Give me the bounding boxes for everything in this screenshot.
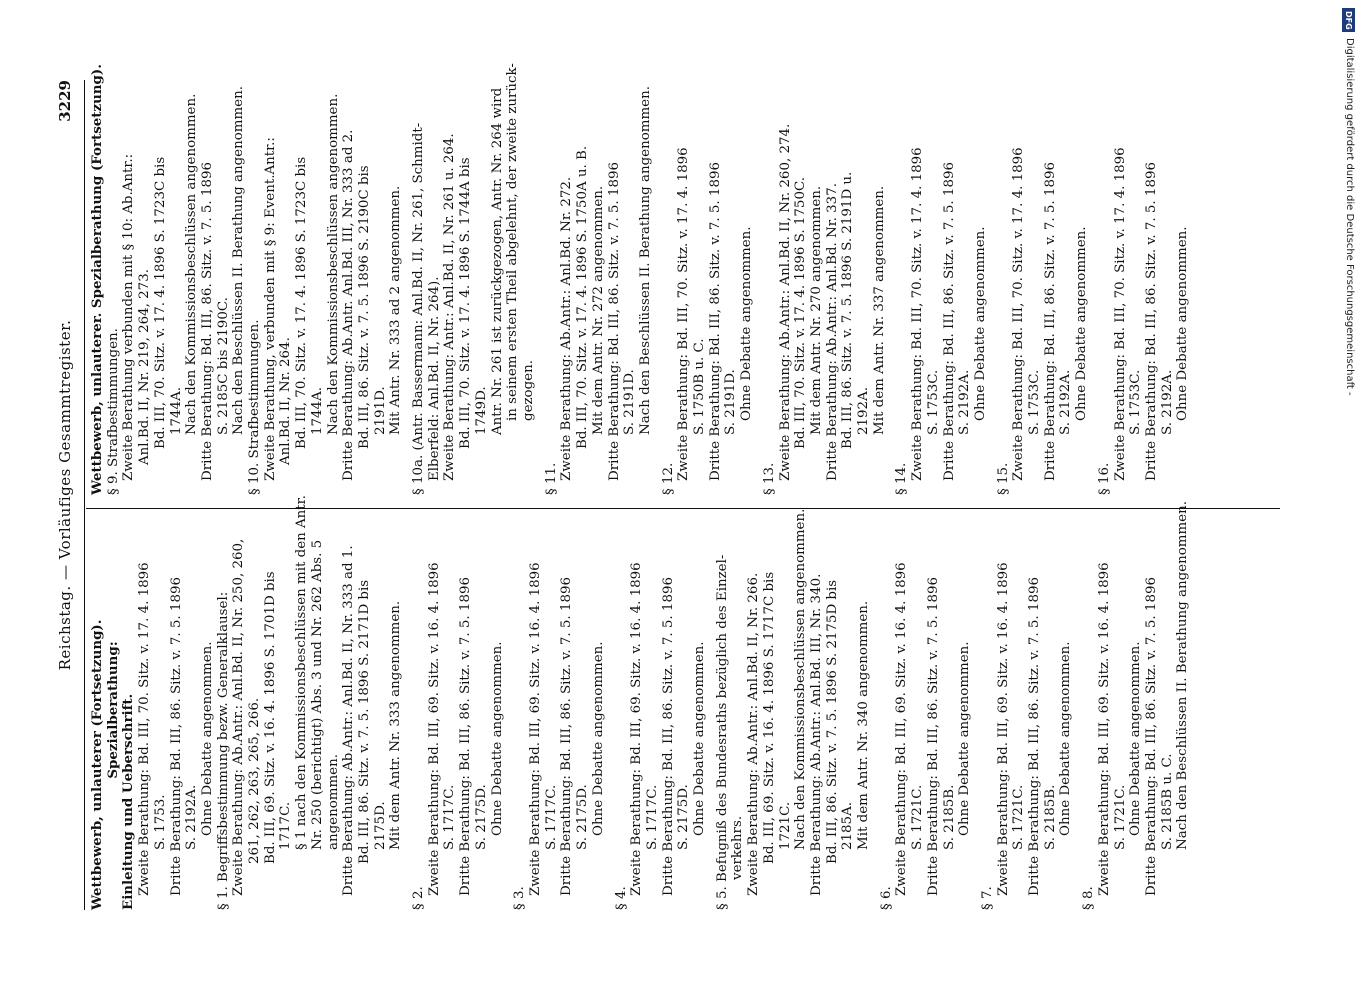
text-line: Bd. III, 70. Sitz. v. 17. 4. 1896 S. 1723C bis (152, 156, 168, 449)
entry-gap (887, 95, 894, 495)
text-line: Mit dem Antr. Nr. 270 angenommen. (808, 185, 824, 435)
text-line: Zweite Berathung, verbunden mit § 9: Event.Antr.: (262, 137, 278, 481)
text-line: verkehrs. (730, 815, 746, 880)
text-line: § 15. (995, 462, 1011, 495)
text-line: Zweite Berathung: Bd. III, 70. Sitz. v. 17. 4. 1896 (1112, 147, 1128, 481)
text-line: Nach den Kommissionsbeschlüssen angenommen. (793, 508, 809, 850)
text-line: Ohne Debatte angenommen. (1128, 641, 1144, 836)
text-line: Dritte Berathung: Ab.Antr.: Anl.Bd. II, Nr. 333 ad 1. (341, 545, 357, 896)
text-line: Bd. III, 70. Sitz. v. 17. 4. 1896 S. 1723C bis (294, 156, 310, 449)
text-line: Dritte Berathung: Ab.Antr.: Anl.Bd. III, Nr. 340. (808, 573, 824, 896)
text-line: in seinem ersten Theil abgelehnt, der zweite zurück- (505, 63, 521, 421)
text-line: Elberfeld: Anl.Bd. II, Nr. 264). (426, 276, 442, 481)
text-line: Einleitung und Ueberschrift. (120, 693, 137, 910)
text-line: Dritte Berathung: Bd. III, 86. Sitz. v. 7. 5. 1896 (606, 161, 622, 481)
entry-gap (755, 95, 762, 495)
text-line: § 12. (660, 462, 676, 495)
text-line: Dritte Berathung: Bd. III, 86. Sitz. v. 7. 5. 1896 (941, 161, 957, 481)
text-line: S. 2191D. (723, 369, 739, 435)
text-line: § 13. (761, 462, 777, 495)
text-line: Dritte Berathung: Bd. III, 86. Sitz. v. 7. 5. 1896 (199, 161, 215, 481)
text-line: Zweite Berathung: Antr.: Anl.Bd. II, Nr. 261 u. 264. (442, 133, 458, 481)
text-line: 261, 262, 263, 265, 266. (247, 697, 263, 864)
text-line: 2191D. (372, 386, 388, 435)
text-line: Ohne Debatte angenommen. (489, 641, 505, 836)
text-line: Bd. III, 69. Sitz. v. 16. 4. 1896 S. 1717C bis (761, 571, 777, 864)
text-line: Mit dem Antr. Nr. 337 angenommen. (871, 185, 887, 435)
text-line: Nach den Beschlüssen II. Berathung angenommen. (231, 86, 247, 435)
text-line: Dritte Berathung: Bd. III, 86. Sitz. v. 7. 5. 1896 (1144, 161, 1159, 481)
text-line: S. 2175D. (473, 784, 489, 850)
text-line: Nach den Kommissionsbeschlüssen angenommen. (184, 93, 200, 435)
text-line: § 2. (411, 886, 427, 910)
text-line: Anl.Bd. II, Nr. 264. (278, 337, 294, 465)
text-line: Zweite Berathung: Ab.Antr.: Anl.Bd. Nr. 272. (559, 176, 575, 481)
text-line: § 1. Begriffsbestimmung bezw. Generalklausel: (215, 591, 231, 910)
text-line: Bd. III, 70. Sitz. v. 17. 4. 1896 S. 1750A u. B. (575, 145, 591, 449)
text-line: 2175D. (372, 801, 388, 850)
text-line: Bd. III, 70. Sitz. v. 17. 4. 1896 S. 1750C. (793, 177, 809, 449)
page-number: 3229 (56, 80, 74, 122)
text-line: S. 1721C. (1011, 784, 1027, 850)
text-line: 1721C. (777, 801, 793, 850)
text-line: Ohne Debatte angenommen. (972, 226, 988, 421)
text-line: S. 1717C. (543, 784, 559, 850)
text-line: Zweite Berathung: Bd. III, 70. Sitz. v. 17. 4. 1896 (676, 147, 692, 481)
entry-gap (505, 510, 512, 910)
text-line: § 7. (979, 886, 995, 910)
text-line: Bd. III, 86. Sitz. v. 7. 5. 1896 S. 2190C bis (356, 165, 372, 449)
text-line: 2185A. (840, 801, 856, 850)
text-line: Zweite Berathung: Bd. III, 70. Sitz. v. 17. 4. 1896 (137, 562, 153, 896)
text-line: S. 1721C. (1112, 784, 1128, 850)
text-line: S. 2191D. (622, 369, 638, 435)
text-line: Dritte Berathung: Ab.Antr. Anl.Bd. III, Nr. 333 ad 2. (341, 129, 357, 481)
text-line: S. 1717C. (644, 784, 660, 850)
text-line: Ohne Debatte angenommen. (692, 641, 708, 836)
text-line: Zweite Berathung: Bd. III, 70. Sitz. v. 17. 4. 1896 (910, 147, 926, 481)
text-line: S. 2175D. (676, 784, 692, 850)
right-column (89, 63, 1280, 495)
text-line: Nr. 250 (berichtigt) Abs. 3 und Nr. 262 Abs. 5 (309, 539, 325, 850)
text-line: § 14. (894, 462, 910, 495)
text-line: Zweite Berathung: Bd. III, 69. Sitz. v. 16. 4. 1896 (1096, 562, 1112, 896)
text-line: Zweite Berathung: Ab.Antr.: Anl.Bd. II, Nr. 260, 274. (777, 123, 793, 481)
text-line: Dritte Berathung: Bd. III, 86. Sitz. v. 7. 5. 1896 (707, 161, 723, 481)
text-line: Zweite Berathung: Bd. III, 70. Sitz. v. 17. 4. 1896 (1011, 147, 1027, 481)
text-line: Zweite Berathung verbunden mit § 10: Ab.Antr.: (121, 153, 137, 481)
text-line: Wettbewerb, unlauterer. Spezialberathung (Fortsetzung). (89, 64, 105, 495)
entry-gap (872, 510, 879, 910)
text-line: S. 2185B u. C. (1159, 753, 1175, 850)
text-line: Zweite Berathung: Bd. III, 69. Sitz. v. 16. 4. 1896 (894, 562, 910, 896)
text-line: § 9. Strafbestimmungen. (105, 328, 121, 495)
digitization-sidebar (1342, 8, 1356, 998)
text-line: § 10. Strafbestimmungen. (247, 319, 263, 495)
text-line: 1749D. (473, 386, 489, 435)
digitization-credit: Digitalisierung gefördert durch die Deutsche Forschungsgemeinschaft - (1344, 38, 1355, 396)
text-line: § 3. (512, 886, 528, 910)
text-line: § 1 nach den Kommissionsbeschlüssen mit den Antr. (294, 495, 310, 850)
text-line: Bd. III, 86. Sitz. v. 7. 5. 1896 S. 2191D u. (840, 171, 856, 449)
text-line: Ohne Debatte angenommen. (1074, 226, 1090, 421)
text-line: 2192A. (856, 386, 872, 435)
text-line: S. 1753C. (925, 369, 941, 435)
text-line: Dritte Berathung: Bd. III, 86. Sitz. v. 7. 5. 1896 (1042, 161, 1058, 481)
entry-gap (1090, 95, 1097, 495)
text-line: Ohne Debatte angenommen. (590, 641, 606, 836)
text-line: § 6. (878, 886, 894, 910)
entry-gap (654, 95, 661, 495)
header-rule (84, 80, 85, 910)
text-line: Zweite Berathung: Ab.Antr.: Anl.Bd. II, Nr. 266. (746, 572, 762, 896)
column-divider (86, 508, 1280, 509)
text-line: Ohne Debatte angenommen. (739, 226, 755, 421)
entry-gap (537, 95, 544, 495)
text-line: Ohne Debatte angenommen. (1175, 226, 1191, 421)
text-line: Zweite Berathung: Ab.Antr.: Anl.Bd. II, Nr. 250, 260, (231, 538, 247, 896)
text-line: Nach den Kommissionsbeschlüssen angenommen. (325, 93, 341, 435)
text-line: § 4. (613, 886, 629, 910)
dfg-logo: DFG (1342, 8, 1355, 32)
text-line: Zweite Berathung: Bd. III, 69. Sitz. v. 16. 4. 1896 (629, 562, 645, 896)
text-line: Dritte Berathung: Bd. III, 86. Sitz. v. 7. 5. 1896 (1144, 576, 1159, 896)
text-line: § 10a. (Antr. Bassermann: Anl.Bd. II, Nr. 261, Schmidt- (411, 122, 427, 495)
text-line: § 11. (543, 462, 559, 495)
header-title: Reichstag. — Vorläufiges Gesammtregister. (56, 319, 74, 671)
entry-gap (404, 510, 411, 910)
text-line: 1744A. (309, 386, 325, 435)
text-line: Ohne Debatte angenommen. (199, 641, 215, 836)
text-line: Bd. III, 86. Sitz. v. 7. 5. 1896 S. 2171D bis (356, 579, 372, 864)
text-line: Dritte Berathung: Bd. III, 86. Sitz. v. 7. 5. 1896 (1027, 576, 1043, 896)
entry-gap (973, 510, 980, 910)
text-line: Bd. III, 69. Sitz. v. 16. 4. 1896 S. 1701D bis (262, 571, 278, 864)
entry-gap (708, 510, 715, 910)
text-line: gezogen. (520, 360, 536, 421)
text-line: § 8. (1081, 886, 1097, 910)
text-line: S. 2185B. (1042, 784, 1058, 850)
entry-gap (404, 95, 411, 495)
text-line: Dritte Berathung: Ab.Antr.: Anl.Bd. Nr. 337. (824, 183, 840, 481)
text-line: Zweite Berathung: Bd. III, 69. Sitz. v. 16. 4. 1896 (995, 562, 1011, 896)
text-line: § 16. (1096, 462, 1112, 495)
running-header (56, 80, 78, 910)
text-line: Mit dem Antr. Nr. 272 angenommen. (590, 185, 606, 435)
text-line: Nach den Beschlüssen II. Berathung angenommen. (637, 86, 653, 435)
text-line: S. 2192A. (184, 784, 200, 850)
text-line: S. 2192A. (1159, 369, 1175, 435)
text-line: S. 2185C bis 2190C. (215, 297, 231, 435)
text-line: Dritte Berathung: Bd. III, 86. Sitz. v. 7. 5. 1896 (458, 576, 474, 896)
text-line: Antr. Nr. 261 ist zurückgezogen, Antr. Nr. 264 wird (489, 87, 505, 435)
entry-gap (607, 510, 614, 910)
text-line: Bd. III, 86. Sitz. v. 7. 5. 1896 S. 2175D bis (824, 579, 840, 864)
text-line: Mit dem Antr. Nr. 340 angenommen. (856, 600, 872, 850)
text-line: Ohne Debatte angenommen. (957, 641, 973, 836)
text-line: S. 1753. (152, 794, 168, 850)
text-line: S. 2175D. (575, 784, 591, 850)
text-line: S. 1750B u. C. (692, 338, 708, 435)
text-line: Dritte Berathung: Bd. III, 86. Sitz. v. 7. 5. 1896 (168, 576, 184, 896)
text-line: S. 1753C. (1128, 369, 1144, 435)
text-line: S. 2192A. (1058, 369, 1074, 435)
text-line: Mit Antr. Nr. 333 ad 2 angenommen. (388, 185, 404, 435)
text-line: 1717C. (278, 801, 294, 850)
text-line: Ohne Debatte angenommen. (1058, 641, 1074, 836)
entry-gap (1074, 510, 1081, 910)
text-line: Zweite Berathung: Bd. III, 69. Sitz. v. 16. 4. 1896 (527, 562, 543, 896)
text-line: S. 1753C. (1027, 369, 1043, 435)
text-line: Nach den Beschlüssen II. Berathung angenommen. (1175, 501, 1191, 850)
text-line: Wettbewerb, unlauterer (Fortsetzung). (89, 619, 105, 910)
left-column (89, 495, 1280, 910)
text-line: S. 2192A. (957, 369, 973, 435)
text-line: angenommen. (325, 754, 341, 850)
text-line: Spezialberathung: (104, 641, 121, 779)
entry-gap (989, 95, 996, 495)
text-line: Dritte Berathung: Bd. III, 86. Sitz. v. 7. 5. 1896 (925, 576, 941, 896)
text-line: Zweite Berathung: Bd. III, 69. Sitz. v. 16. 4. 1896 (426, 562, 442, 896)
text-line: S. 1717C. (442, 784, 458, 850)
text-line: Anl.Bd. II, Nr. 219, 264, 273. (137, 269, 153, 465)
text-line: § 5. Befugniß des Bundesraths bezüglich des Einzel- (714, 554, 730, 910)
text-line: S. 1721C. (910, 784, 926, 850)
text-line: 1744A. (168, 386, 184, 435)
text-line: Dritte Berathung: Bd. III, 86. Sitz. v. 7. 5. 1896 (559, 576, 575, 896)
text-line: Mit dem Antr. Nr. 333 angenommen. (388, 600, 404, 850)
text-line: S. 2185B. (941, 784, 957, 850)
text-line: Bd. III, 70. Sitz. v. 17. 4. 1896 S. 1744A bis (458, 157, 474, 449)
text-line: Dritte Berathung: Bd. III, 86. Sitz. v. 7. 5. 1896 (660, 576, 676, 896)
